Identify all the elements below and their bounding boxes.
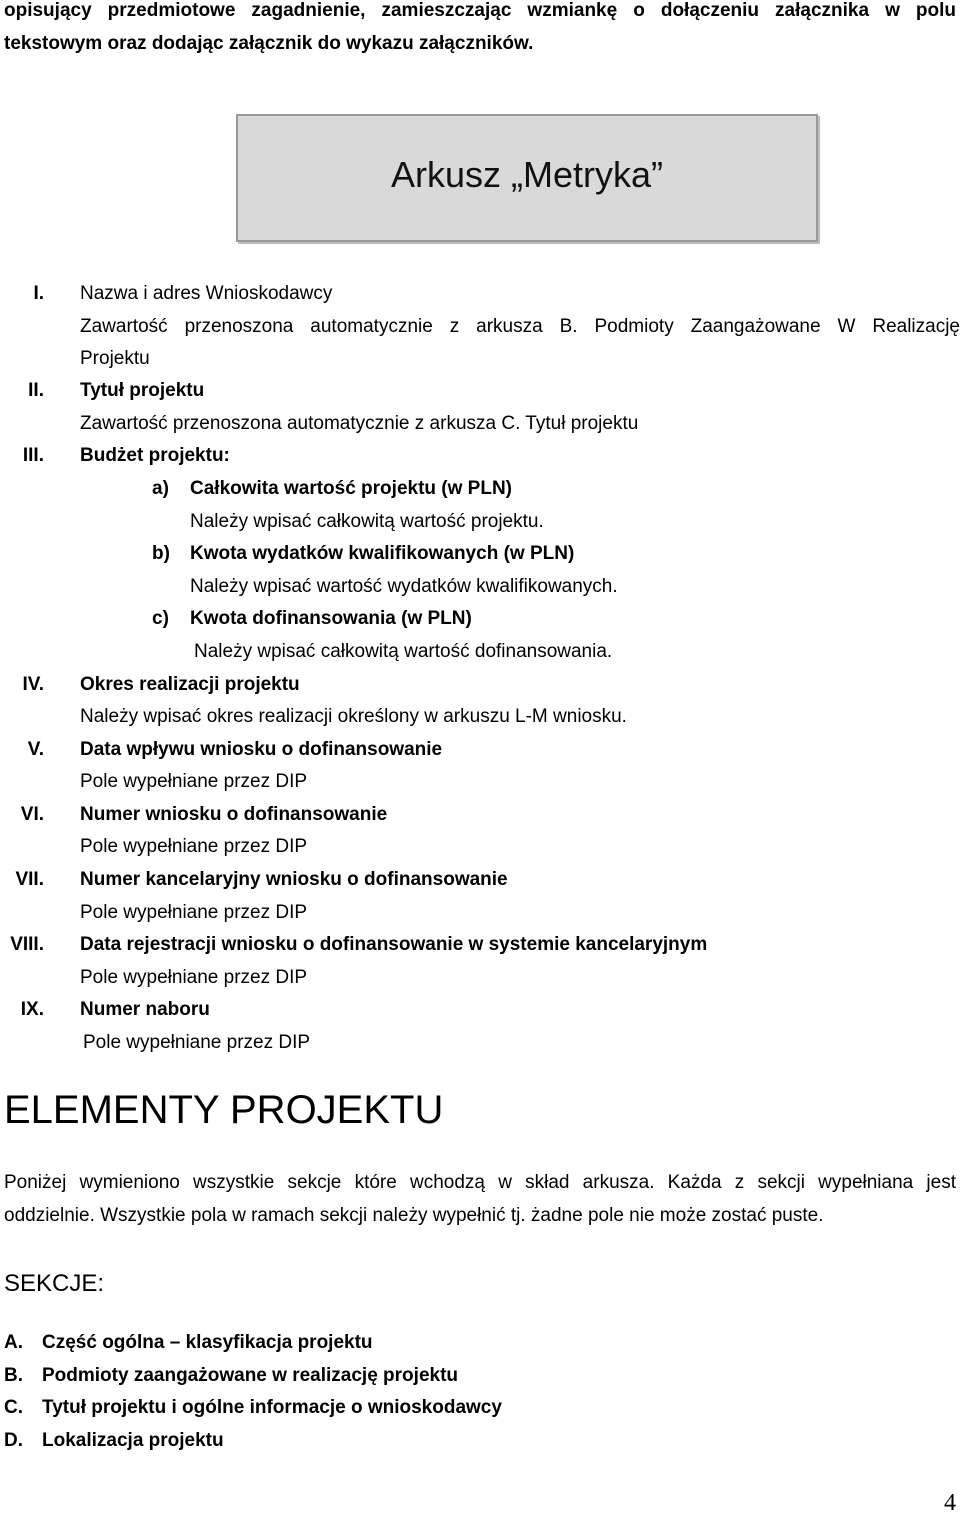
page-number: 4 bbox=[944, 1490, 956, 1516]
item-head-7: Numer kancelaryjny wniosku o dofinansowanie bbox=[80, 869, 508, 890]
budget-letter-c: c) bbox=[152, 608, 169, 629]
intro-line-2: tekstowym oraz dodając załącznik do wykazu załączników. bbox=[4, 33, 534, 54]
section-name-d: Lokalizacja projektu bbox=[42, 1430, 224, 1451]
section-name-b: Podmioty zaangażowane w realizację projektu bbox=[42, 1365, 459, 1386]
item-desc-6: Pole wypełniane przez DIP bbox=[80, 836, 308, 857]
item-desc-2: Zawartość przenoszona automatycznie z arkusza C. Tytuł projektu bbox=[80, 413, 639, 434]
section-letter-d: D. bbox=[4, 1430, 23, 1451]
budget-head-a: Całkowita wartość projektu (w PLN) bbox=[190, 478, 512, 499]
item-desc-4: Należy wpisać okres realizacji określony w arkuszu L-M wniosku. bbox=[80, 706, 627, 727]
budget-desc-c: Należy wpisać całkowitą wartość dofinansowania. bbox=[194, 641, 613, 662]
item-head-1: Nazwa i adres Wnioskodawcy bbox=[80, 283, 333, 304]
intro-line-1: opisujący przedmiotowe zagadnienie, zamieszczając wzmiankę o dołączeniu załącznika w polu bbox=[4, 0, 956, 21]
budget-desc-b: Należy wpisać wartość wydatków kwalifikowanych. bbox=[190, 576, 618, 597]
item-num-2: II. bbox=[28, 380, 44, 401]
item-num-1: I. bbox=[33, 283, 44, 304]
item-desc-5: Pole wypełniane przez DIP bbox=[80, 771, 308, 792]
budget-head-b: Kwota wydatków kwalifikowanych (w PLN) bbox=[190, 543, 575, 564]
sheet-title: Arkusz „Metryka” bbox=[390, 154, 664, 195]
budget-letter-a: a) bbox=[152, 478, 169, 499]
elements-para-line-1: Poniżej wymieniono wszystkie sekcje które wchodzą w skład arkusza. Każda z sekcji wypełniana jest bbox=[4, 1172, 956, 1193]
item-num-4: IV. bbox=[22, 674, 44, 695]
item-head-5: Data wpływu wniosku o dofinansowanie bbox=[80, 739, 443, 760]
section-name-c: Tytuł projektu i ogólne informacje o wnioskodawcy bbox=[42, 1397, 502, 1418]
section-letter-c: C. bbox=[4, 1397, 23, 1418]
item-num-9: IX. bbox=[20, 999, 44, 1020]
item-desc-9: Pole wypełniane przez DIP bbox=[83, 1032, 311, 1053]
item-num-6: VI. bbox=[20, 804, 44, 825]
section-letter-b: B. bbox=[4, 1365, 23, 1386]
item-head-3: Budżet projektu: bbox=[80, 445, 230, 466]
budget-desc-a: Należy wpisać całkowitą wartość projektu. bbox=[190, 511, 544, 532]
item-num-7: VII. bbox=[15, 869, 44, 890]
item-desc-1a: Zawartość przenoszona automatycznie z arkusza B. Podmioty Zaangażowane W Realizację bbox=[80, 316, 960, 337]
item-head-6: Numer wniosku o dofinansowanie bbox=[80, 804, 388, 825]
item-head-8: Data rejestracji wniosku o dofinansowanie w systemie kancelaryjnym bbox=[80, 934, 708, 955]
item-head-4: Okres realizacji projektu bbox=[80, 674, 300, 695]
item-head-9: Numer naboru bbox=[80, 999, 210, 1020]
item-desc-7: Pole wypełniane przez DIP bbox=[80, 902, 308, 923]
sections-heading: SEKCJE: bbox=[4, 1270, 105, 1297]
section-letter-a: A. bbox=[4, 1332, 23, 1353]
budget-head-c: Kwota dofinansowania (w PLN) bbox=[190, 608, 472, 629]
item-num-3: III. bbox=[22, 445, 44, 466]
sheet-title-box bbox=[236, 114, 818, 242]
elements-para-line-2: oddzielnie. Wszystkie pola w ramach sekcji należy wypełnić tj. żadne pole nie może zostać puste. bbox=[4, 1205, 824, 1226]
item-head-2: Tytuł projektu bbox=[80, 380, 205, 401]
item-desc-8: Pole wypełniane przez DIP bbox=[80, 967, 308, 988]
section-name-a: Część ogólna – klasyfikacja projektu bbox=[42, 1332, 373, 1353]
item-num-5: V. bbox=[27, 739, 44, 760]
elements-heading: ELEMENTY PROJEKTU bbox=[4, 1088, 444, 1132]
item-num-8: VIII. bbox=[10, 934, 44, 955]
budget-letter-b: b) bbox=[152, 543, 170, 564]
item-desc-1b: Projektu bbox=[80, 348, 150, 369]
